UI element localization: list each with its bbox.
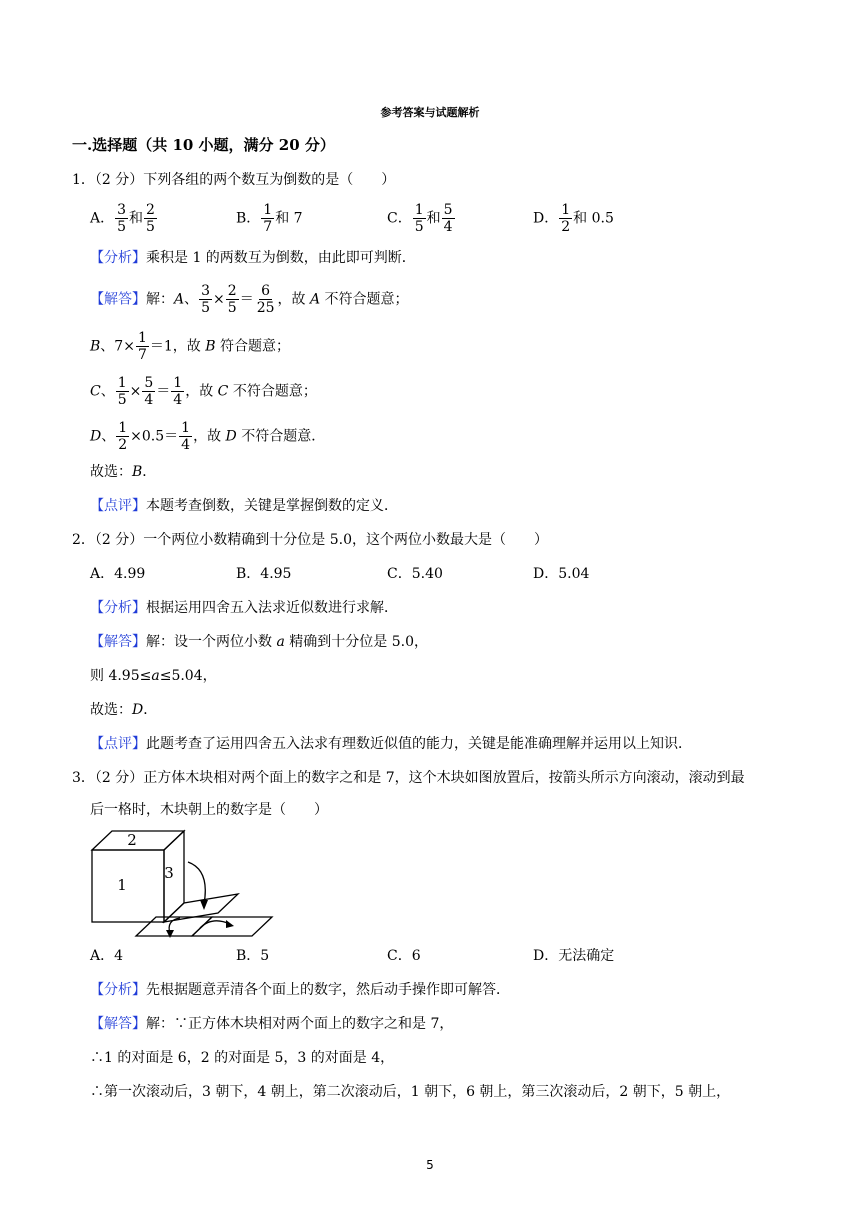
q1-answer-c: C、 $\frac{1}{5}$ × $\frac{5}{4}$ ＝ $\frac{1}{4}$ ，故 C 不符合题意；: [90, 375, 317, 408]
q1-option-c: C． $\frac{1}{5}$ 和 $\frac{5}{4}$: [387, 202, 453, 235]
q3-answer-line2: ∴1 的对面是 6，2 的对面是 5，3 的对面是 4，: [90, 1050, 395, 1066]
q1-comment: 【点评】本题考查倒数，关键是掌握倒数的定义．: [90, 498, 398, 514]
q1-answer-a: 【解答】解：A、 $\frac{3}{5}$ × $\frac{2}{5}$ ＝ $\frac{6}{25}$ ，故 A 不符合题意；: [90, 283, 409, 316]
cube-front-face: [92, 850, 164, 922]
cube-top-face: [92, 831, 184, 850]
q3-option-a: A．4: [90, 948, 124, 964]
cube-top-number: 2: [127, 831, 137, 849]
q1-answer-b: B、7× $\frac{1}{7}$ ＝1，故 B 符合题意；: [90, 330, 290, 363]
arrow-head-1: [200, 900, 208, 910]
q2-option-a: A．4.99: [90, 566, 146, 582]
q2-option-d: D．5.04: [533, 566, 590, 582]
q2-answer-line2: 则 4.95≤a≤5.04，: [90, 668, 217, 684]
q1-option-a: A． $\frac{3}{5}$ 和 $\frac{2}{5}$: [90, 202, 155, 235]
q1-analysis: 【分析】乘积是 1 的两数互为倒数，由此即可判断．: [90, 250, 416, 266]
q2-stem: 2．（2 分）一个两位小数精确到十分位是 5.0，这个两位小数最大是（ ）: [72, 532, 548, 548]
cube-rolling-figure: [88, 828, 278, 940]
section-heading: 一.选择题（共 10 小题，满分 20 分）: [72, 136, 335, 154]
q3-stem-line2: 后一格时，木块朝上的数字是（ ）: [90, 802, 328, 818]
q3-option-d: D．无法确定: [533, 948, 615, 964]
grid-cell-1: [164, 894, 238, 922]
q2-option-b: B．4.95: [236, 566, 292, 582]
arrow-roll-1: [188, 862, 205, 904]
arrow-roll-3: [200, 921, 230, 928]
q1-option-b: B． $\frac{1}{7}$ 和 7: [236, 202, 303, 235]
q1-answer-d: D、 $\frac{1}{2}$ ×0.5＝ $\frac{1}{4}$ ，故 D 不符合题意．: [90, 420, 326, 453]
q1-stem: 1．（2 分）下列各组的两个数互为倒数的是（ ）: [72, 172, 396, 188]
q3-analysis: 【分析】先根据题意弄清各个面上的数字，然后动手操作即可解答．: [90, 982, 510, 998]
q2-option-c: C．5.40: [387, 566, 443, 582]
q3-option-c: C．6: [387, 948, 421, 964]
cube-side-number: 3: [164, 864, 174, 882]
cube-front-number: 1: [117, 876, 127, 894]
q3-answer-line1: 【解答】解：∵正方体木块相对两个面上的数字之和是 7，: [90, 1016, 454, 1032]
doc-title: 参考答案与试题解析: [380, 106, 480, 119]
q3-option-b: B．5: [236, 948, 270, 964]
q3-answer-line3: ∴第一次滚动后，3 朝下，4 朝上，第二次滚动后，1 朝下，6 朝上，第三次滚动后，2 朝下，5 朝上，: [90, 1084, 731, 1100]
page-number: 5: [426, 1158, 434, 1172]
q2-comment: 【点评】此题考查了运用四舍五入法求有理数近似值的能力，关键是能准确理解并运用以上知识．: [90, 736, 692, 752]
q2-choice: 故选：D．: [90, 702, 158, 718]
q3-stem-line1: 3．（2 分）正方体木块相对两个面上的数字之和是 7，这个木块如图放置后，按箭头所示方向滚动，滚动到最: [72, 770, 745, 786]
q1-choice: 故选：B．: [90, 464, 157, 480]
q1-option-d: D． $\frac{1}{2}$ 和 0.5: [533, 202, 614, 235]
arrow-head-2: [166, 930, 174, 938]
q2-answer-line1: 【解答】解：设一个两位小数 a 精确到十分位是 5.0，: [90, 634, 428, 650]
arrow-head-3: [226, 920, 234, 928]
q2-analysis: 【分析】根据运用四舍五入法求近似数进行求解．: [90, 600, 398, 616]
